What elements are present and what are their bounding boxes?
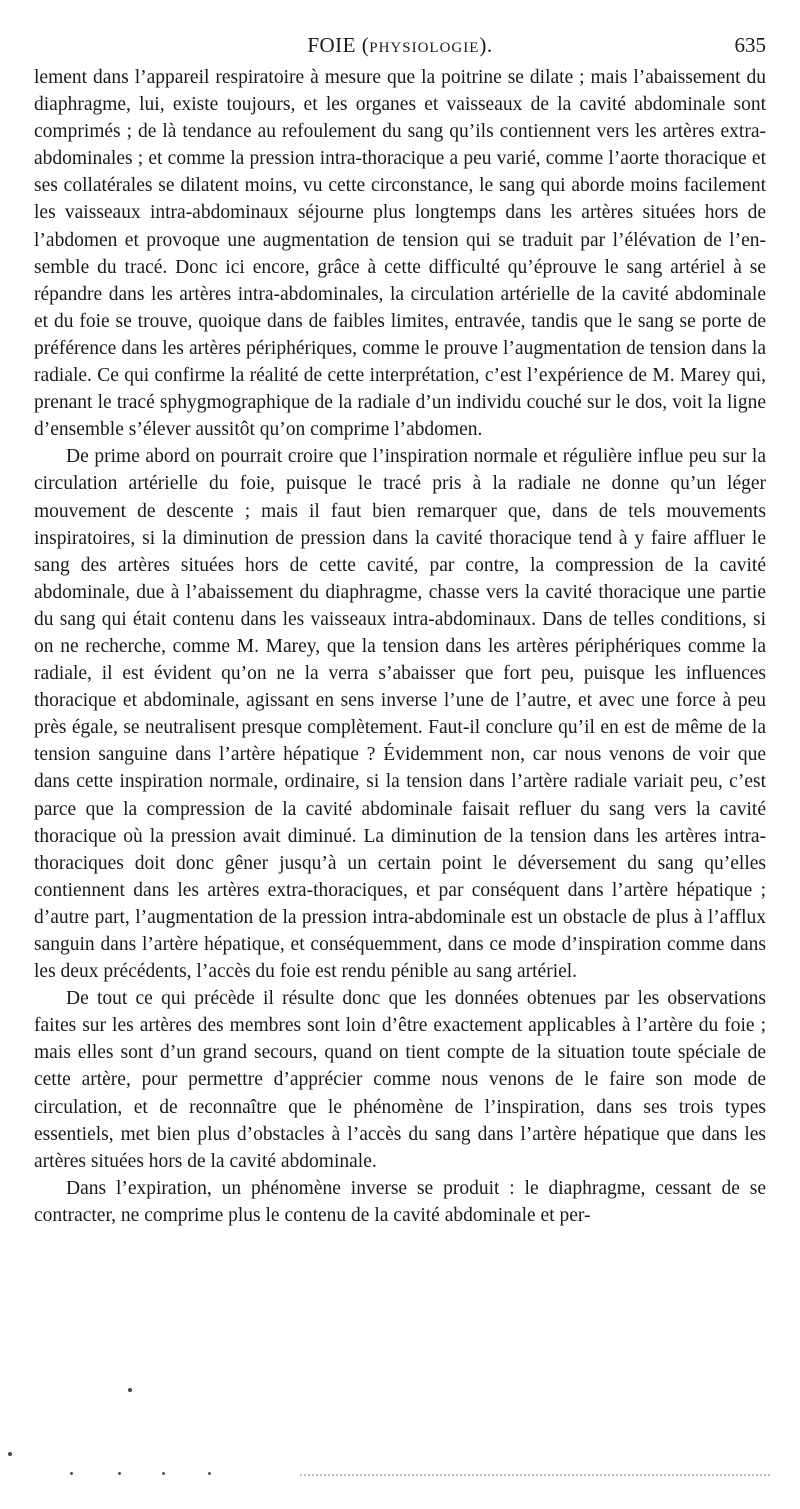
- print-dot: [70, 1472, 73, 1475]
- print-dot: [118, 1472, 121, 1475]
- print-speck: [128, 1388, 132, 1392]
- paragraph-1: lement dans l’appareil respiratoire à mesure que la poitrine se dilate ; mais l’abaissement du diaphragme, lui, existe toujours, et les organes et vaisseaux de la cavité abdominale sont comprimés ; de là tendance au refoulement du sang qu’ils contiennent vers les artères extra-abdominales ; et comme la pression intra-thoracique a peu varié, comme l’aorte thoracique et ses collatérales se dilatent moins, vu cette circonstance, le sang qui aborde moins facilement les vaisseaux intra-abdominaux séjourne plus longtemps dans les artères situées hors de l’abdomen et provoque une augmentation de tension qui se traduit par l’élévation de l’ensemble du tracé. Donc ici encore, grâce à cette difficulté qu’éprouve le sang artériel à se répandre dans les artères intra-abdominales, la circulation artérielle de la cavité abdominale et du foie se trouve, quoique dans de faibles limites, entravée, tandis que le sang se porte de préférence dans les artères périphériques, comme le prouve l’augmentation de tension dans la radiale. Ce qui confirme la réalité de cette interprétation, c’est l’expérience de M. Marey qui, prenant le tracé sphygmographique de la radiale d’un individu couché sur le dos, voit la ligne d’ensemble s’élever aussitôt qu’on comprime l’abdomen.: [34, 67, 766, 441]
- print-dot: [208, 1472, 211, 1475]
- paragraph-3: De tout ce qui précède il résulte donc que les données obtenues par les observations faites sur les artères des membres sont loin d’être exactement applicables à l’artère du foie ; mais elles sont d’un grand secours, quand on tient compte de la situation toute spéciale de cette artère, pour permettre d’apprécier comme nous venons de le faire son mode de circulation, et de reconnaître que le phénomène de l’inspiration, dans ses trois types essentiels, met bien plus d’obstacles à l’accès du sang dans l’artère hépatique que dans les artères situées hors de la cavité abdominale.: [34, 988, 766, 1172]
- running-title-end: ).: [479, 33, 493, 57]
- running-title-small-caps: PHYSIOLOGIE: [369, 40, 480, 56]
- paragraph-2: De prime abord on pourrait croire que l’inspiration normale et régulière influe peu sur la circulation artérielle du foie, puisque le tracé pris à la radiale ne donne qu’un léger mouvement de descente ; mais il faut bien remarquer que, dans de tels mouvements inspiratoires, si la diminution de pression dans la cavité thoracique tend à y faire affluer le sang des artères situées hors de cette cavité, par contre, la compression de la cavité abdominale, due à l’abaissement du diaphragme, chasse vers la cavité thoracique une partie du sang qui était contenu dans les vaisseaux intra-abdominaux. Dans de telles conditions, si on ne recherche, comme M. Marey, que la tension dans les artères périphériques comme la radiale, il est évident qu’on ne la verra s’abaisser que fort peu, puisque les influences thoracique et abdominale, agissant en sens inverse l’une de l’autre, et avec une force à peu près égale, se neutralisent presque complètement. Faut-il conclure qu’il en est de même de la tension sanguine dans l’artère hépatique ? Évidemment non, car nous venons de voir que dans cette inspiration normale, ordinaire, si la tension dans l’artère radiale variait peu, c’est parce que la compression de la cavité abdominale faisait refluer du sang vers la cavité thoracique où la pression avait diminué. La diminution de la tension dans les artères intra-thoraciques doit donc gêner jusqu’à un certain point le déversement du sang qu’elles contiennent dans les artères extra-thoraciques, et par conséquent dans l’artère hépatique ; d’autre part, l’augmentation de la pression intra-abdominale est un obstacle de plus à l’afflux sanguin dans l’artère hépatique, et conséquemment, dans ce mode d’inspiration comme dans les deux précédents, l’accès du foie est rendu pénible au sang artériel.: [34, 446, 766, 983]
- running-title-main: FOIE (: [307, 33, 370, 57]
- print-speck: [8, 1452, 12, 1456]
- running-head: [34, 30, 766, 60]
- paragraph-4: Dans l’expiration, un phénomène inverse se produit : le diaphragme, cessant de se contracter, ne comprime plus le contenu de la cavité abdominale et per-: [34, 1177, 766, 1226]
- body-text: [34, 64, 766, 1229]
- running-title: [34, 30, 766, 63]
- print-dot: [162, 1472, 165, 1475]
- faint-bleed-through-line: [300, 1474, 770, 1476]
- page-number: 635: [734, 33, 766, 57]
- bottom-print-marks: [0, 1466, 800, 1486]
